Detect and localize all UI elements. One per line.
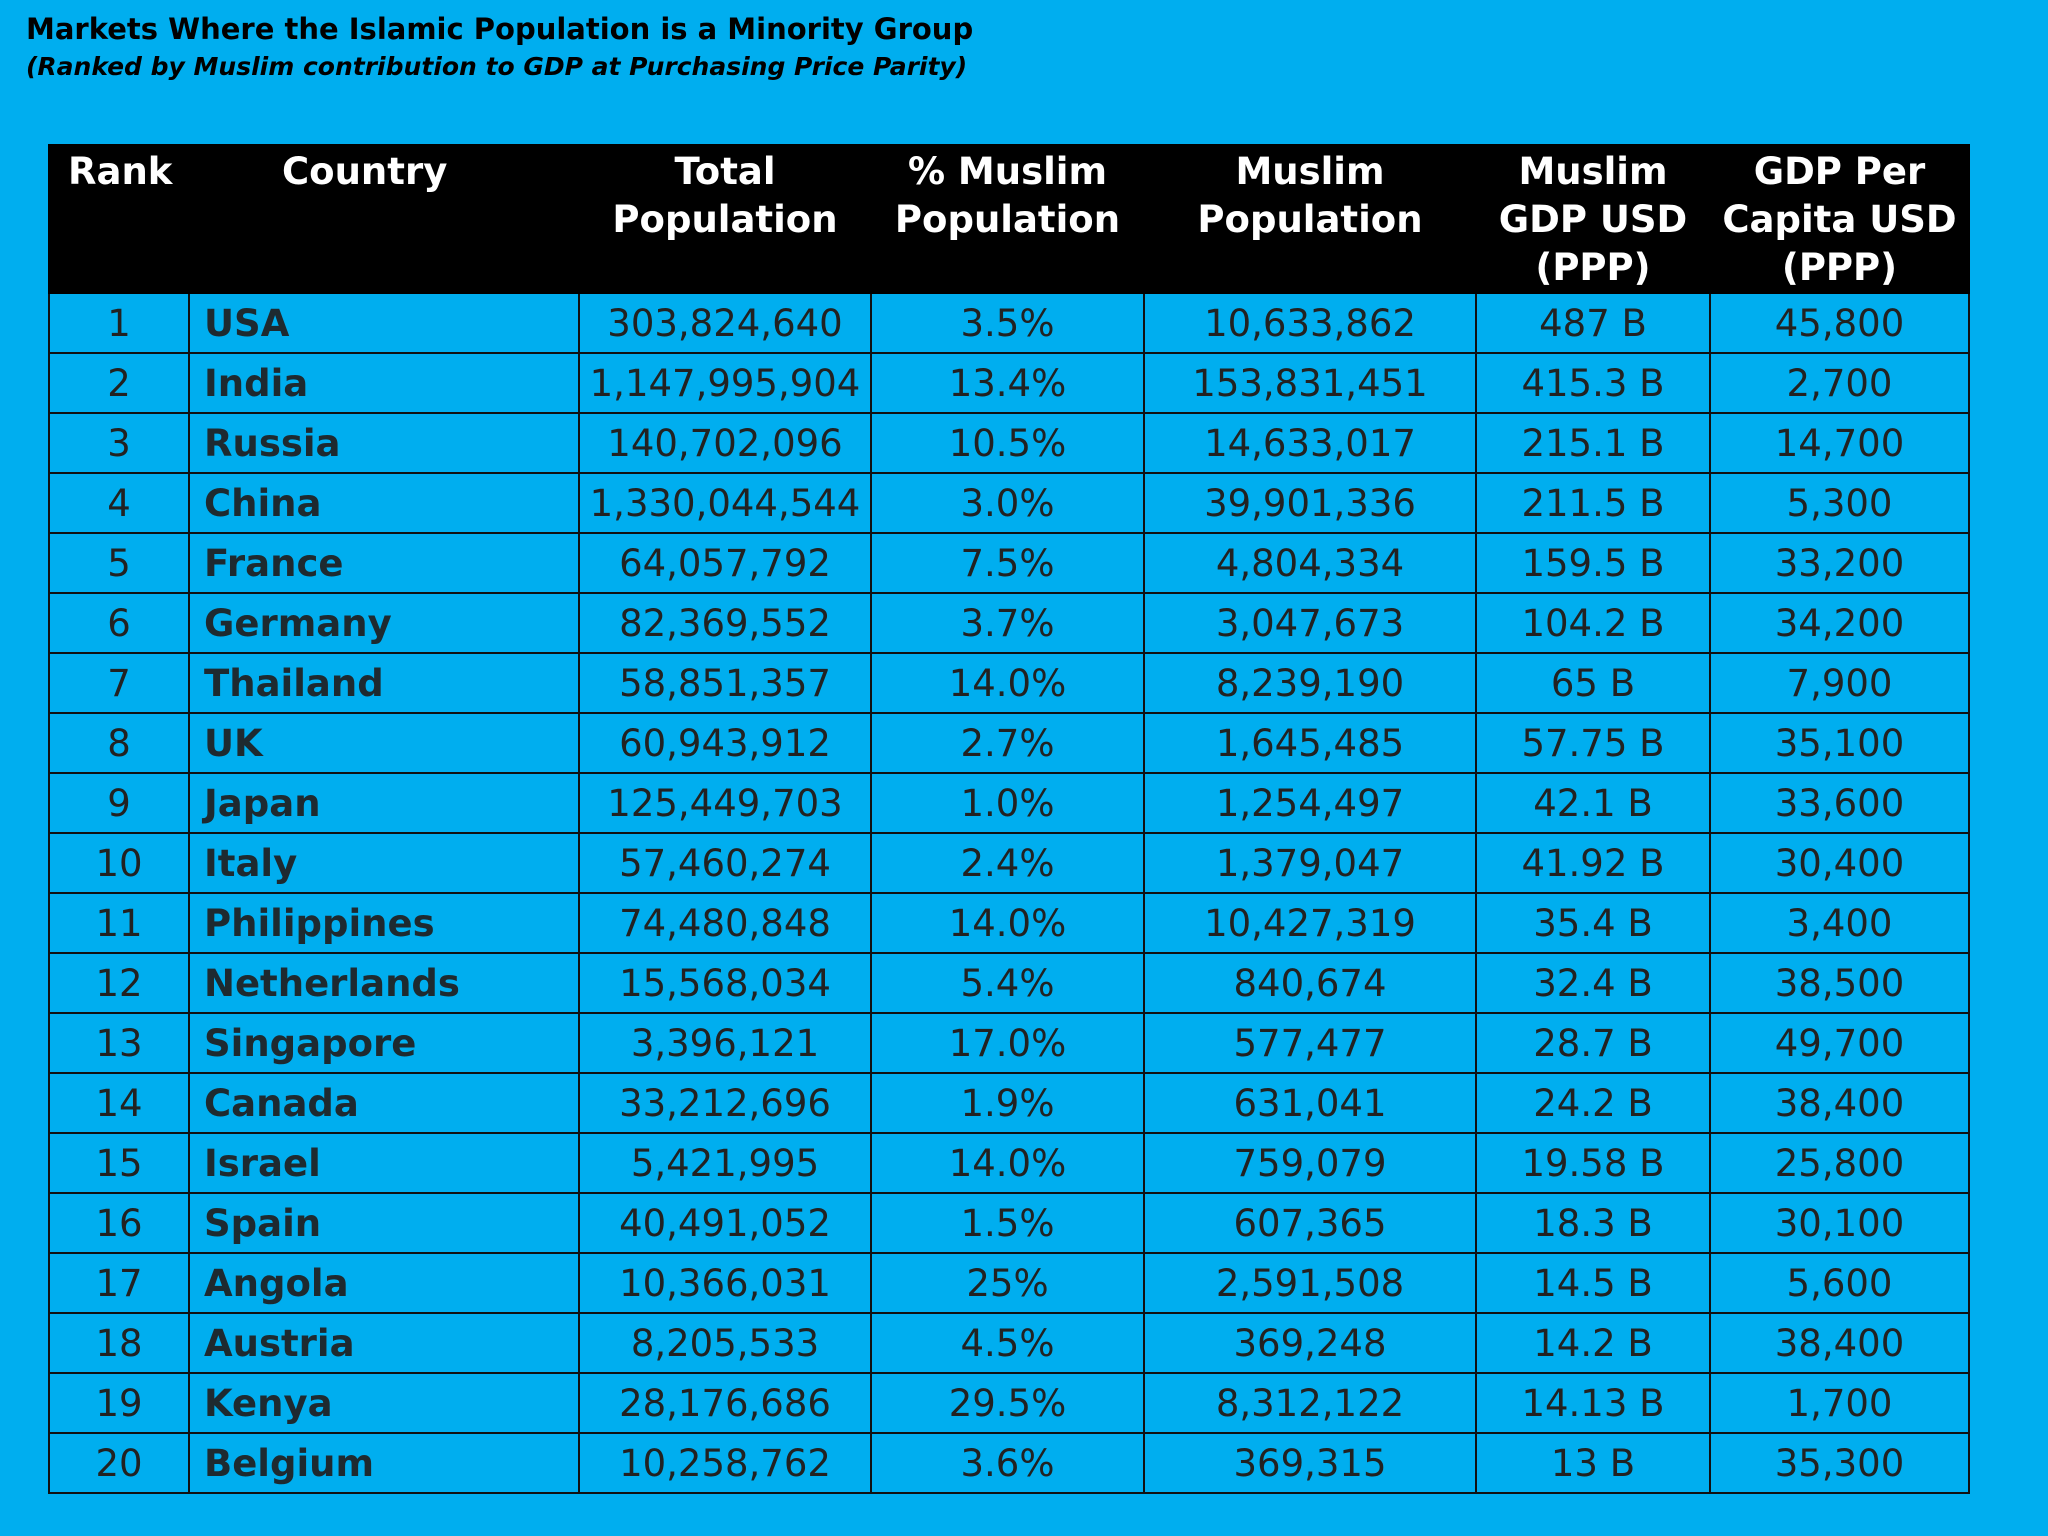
percent-muslim-cell: 3.7% <box>871 593 1144 653</box>
rank-cell: 10 <box>49 833 189 893</box>
table-row <box>49 1253 1969 1313</box>
column-header-percent-muslim: % Muslim Population <box>871 145 1144 293</box>
table-row <box>49 1073 1969 1133</box>
table-row <box>49 353 1969 413</box>
table-row <box>49 473 1969 533</box>
percent-muslim-cell: 3.6% <box>871 1433 1144 1493</box>
table-row <box>49 1373 1969 1433</box>
rank-cell: 14 <box>49 1073 189 1133</box>
muslim-gdp-cell: 57.75 B <box>1476 713 1710 773</box>
table-row <box>49 653 1969 713</box>
total-population-cell: 58,851,357 <box>579 653 871 713</box>
table-row <box>49 1013 1969 1073</box>
gdp-per-capita-cell: 35,100 <box>1710 713 1969 773</box>
percent-muslim-cell: 14.0% <box>871 653 1144 713</box>
muslim-population-cell: 8,239,190 <box>1144 653 1476 713</box>
rank-cell: 18 <box>49 1313 189 1373</box>
muslim-population-cell: 631,041 <box>1144 1073 1476 1133</box>
percent-muslim-cell: 14.0% <box>871 1133 1144 1193</box>
percent-muslim-cell: 1.5% <box>871 1193 1144 1253</box>
muslim-population-cell: 1,254,497 <box>1144 773 1476 833</box>
muslim-population-cell: 10,633,862 <box>1144 293 1476 353</box>
muslim-gdp-cell: 415.3 B <box>1476 353 1710 413</box>
muslim-population-cell: 2,591,508 <box>1144 1253 1476 1313</box>
gdp-per-capita-cell: 30,400 <box>1710 833 1969 893</box>
total-population-cell: 74,480,848 <box>579 893 871 953</box>
rank-cell: 15 <box>49 1133 189 1193</box>
muslim-gdp-cell: 14.2 B <box>1476 1313 1710 1373</box>
percent-muslim-cell: 29.5% <box>871 1373 1144 1433</box>
country-cell: Russia <box>189 413 579 473</box>
muslim-gdp-cell: 104.2 B <box>1476 593 1710 653</box>
table-row <box>49 833 1969 893</box>
country-cell: Japan <box>189 773 579 833</box>
table-row <box>49 1193 1969 1253</box>
percent-muslim-cell: 3.0% <box>871 473 1144 533</box>
muslim-gdp-cell: 487 B <box>1476 293 1710 353</box>
table-row <box>49 413 1969 473</box>
muslim-gdp-cell: 24.2 B <box>1476 1073 1710 1133</box>
muslim-gdp-cell: 159.5 B <box>1476 533 1710 593</box>
gdp-per-capita-cell: 30,100 <box>1710 1193 1969 1253</box>
country-cell: Austria <box>189 1313 579 1373</box>
total-population-cell: 140,702,096 <box>579 413 871 473</box>
muslim-gdp-cell: 215.1 B <box>1476 413 1710 473</box>
gdp-per-capita-cell: 45,800 <box>1710 293 1969 353</box>
muslim-population-cell: 607,365 <box>1144 1193 1476 1253</box>
total-population-cell: 33,212,696 <box>579 1073 871 1133</box>
muslim-population-cell: 577,477 <box>1144 1013 1476 1073</box>
rank-cell: 3 <box>49 413 189 473</box>
rank-cell: 4 <box>49 473 189 533</box>
percent-muslim-cell: 7.5% <box>871 533 1144 593</box>
total-population-cell: 40,491,052 <box>579 1193 871 1253</box>
table-row <box>49 773 1969 833</box>
rank-cell: 7 <box>49 653 189 713</box>
muslim-population-cell: 39,901,336 <box>1144 473 1476 533</box>
column-header-muslim-population: Muslim Population <box>1144 145 1476 293</box>
table-row <box>49 1133 1969 1193</box>
gdp-per-capita-cell: 2,700 <box>1710 353 1969 413</box>
gdp-per-capita-cell: 33,600 <box>1710 773 1969 833</box>
gdp-per-capita-cell: 25,800 <box>1710 1133 1969 1193</box>
percent-muslim-cell: 17.0% <box>871 1013 1144 1073</box>
page-subtitle: (Ranked by Muslim contribution to GDP at Purchasing Price Parity) <box>26 52 968 81</box>
percent-muslim-cell: 10.5% <box>871 413 1144 473</box>
gdp-per-capita-cell: 33,200 <box>1710 533 1969 593</box>
muslim-gdp-cell: 13 B <box>1476 1433 1710 1493</box>
table-row <box>49 893 1969 953</box>
rank-cell: 1 <box>49 293 189 353</box>
total-population-cell: 8,205,533 <box>579 1313 871 1373</box>
rank-cell: 6 <box>49 593 189 653</box>
gdp-per-capita-cell: 1,700 <box>1710 1373 1969 1433</box>
percent-muslim-cell: 25% <box>871 1253 1144 1313</box>
muslim-gdp-cell: 28.7 B <box>1476 1013 1710 1073</box>
percent-muslim-cell: 13.4% <box>871 353 1144 413</box>
country-cell: Angola <box>189 1253 579 1313</box>
total-population-cell: 10,366,031 <box>579 1253 871 1313</box>
total-population-cell: 15,568,034 <box>579 953 871 1013</box>
gdp-per-capita-cell: 7,900 <box>1710 653 1969 713</box>
table-row <box>49 593 1969 653</box>
column-header-gdp-per-capita: GDP Per Capita USD (PPP) <box>1710 145 1969 293</box>
table-row <box>49 293 1969 353</box>
country-cell: Belgium <box>189 1433 579 1493</box>
total-population-cell: 1,147,995,904 <box>579 353 871 413</box>
percent-muslim-cell: 14.0% <box>871 893 1144 953</box>
country-cell: Philippines <box>189 893 579 953</box>
header-row <box>49 145 1969 293</box>
muslim-population-cell: 4,804,334 <box>1144 533 1476 593</box>
country-cell: Spain <box>189 1193 579 1253</box>
total-population-cell: 10,258,762 <box>579 1433 871 1493</box>
country-cell: Germany <box>189 593 579 653</box>
muslim-gdp-cell: 14.13 B <box>1476 1373 1710 1433</box>
muslim-gdp-cell: 18.3 B <box>1476 1193 1710 1253</box>
percent-muslim-cell: 2.4% <box>871 833 1144 893</box>
muslim-gdp-cell: 42.1 B <box>1476 773 1710 833</box>
country-cell: India <box>189 353 579 413</box>
column-header-country: Country <box>189 145 579 293</box>
country-cell: USA <box>189 293 579 353</box>
rank-cell: 16 <box>49 1193 189 1253</box>
muslim-population-cell: 1,379,047 <box>1144 833 1476 893</box>
total-population-cell: 1,330,044,544 <box>579 473 871 533</box>
gdp-per-capita-cell: 34,200 <box>1710 593 1969 653</box>
percent-muslim-cell: 3.5% <box>871 293 1144 353</box>
gdp-per-capita-cell: 38,400 <box>1710 1073 1969 1133</box>
country-cell: France <box>189 533 579 593</box>
country-cell: Thailand <box>189 653 579 713</box>
country-cell: Israel <box>189 1133 579 1193</box>
total-population-cell: 125,449,703 <box>579 773 871 833</box>
gdp-per-capita-cell: 38,400 <box>1710 1313 1969 1373</box>
percent-muslim-cell: 4.5% <box>871 1313 1144 1373</box>
table-row <box>49 1313 1969 1373</box>
rank-cell: 17 <box>49 1253 189 1313</box>
rank-cell: 13 <box>49 1013 189 1073</box>
muslim-population-cell: 10,427,319 <box>1144 893 1476 953</box>
column-header-total-population: Total Population <box>579 145 871 293</box>
muslim-gdp-cell: 32.4 B <box>1476 953 1710 1013</box>
gdp-per-capita-cell: 35,300 <box>1710 1433 1969 1493</box>
muslim-population-cell: 1,645,485 <box>1144 713 1476 773</box>
table-header <box>49 145 1969 293</box>
muslim-population-cell: 8,312,122 <box>1144 1373 1476 1433</box>
muslim-population-cell: 153,831,451 <box>1144 353 1476 413</box>
rank-cell: 12 <box>49 953 189 1013</box>
total-population-cell: 5,421,995 <box>579 1133 871 1193</box>
muslim-population-cell: 14,633,017 <box>1144 413 1476 473</box>
muslim-gdp-cell: 35.4 B <box>1476 893 1710 953</box>
page-title: Markets Where the Islamic Population is a Minority Group <box>26 12 974 46</box>
muslim-population-cell: 369,248 <box>1144 1313 1476 1373</box>
country-cell: Kenya <box>189 1373 579 1433</box>
rank-cell: 9 <box>49 773 189 833</box>
table-row <box>49 1433 1969 1493</box>
percent-muslim-cell: 2.7% <box>871 713 1144 773</box>
rank-cell: 11 <box>49 893 189 953</box>
column-header-muslim-gdp: Muslim GDP USD (PPP) <box>1476 145 1710 293</box>
total-population-cell: 64,057,792 <box>579 533 871 593</box>
total-population-cell: 28,176,686 <box>579 1373 871 1433</box>
table-row <box>49 953 1969 1013</box>
muslim-population-cell: 840,674 <box>1144 953 1476 1013</box>
rank-cell: 2 <box>49 353 189 413</box>
country-cell: Netherlands <box>189 953 579 1013</box>
total-population-cell: 303,824,640 <box>579 293 871 353</box>
country-cell: Singapore <box>189 1013 579 1073</box>
table-body <box>49 293 1969 1493</box>
gdp-per-capita-cell: 3,400 <box>1710 893 1969 953</box>
country-cell: UK <box>189 713 579 773</box>
column-header-rank: Rank <box>49 145 189 293</box>
total-population-cell: 3,396,121 <box>579 1013 871 1073</box>
percent-muslim-cell: 1.9% <box>871 1073 1144 1133</box>
table-row <box>49 533 1969 593</box>
gdp-per-capita-cell: 38,500 <box>1710 953 1969 1013</box>
muslim-gdp-cell: 14.5 B <box>1476 1253 1710 1313</box>
rank-cell: 20 <box>49 1433 189 1493</box>
rank-cell: 8 <box>49 713 189 773</box>
muslim-population-cell: 369,315 <box>1144 1433 1476 1493</box>
country-cell: Canada <box>189 1073 579 1133</box>
total-population-cell: 57,460,274 <box>579 833 871 893</box>
markets-table <box>48 144 1970 1494</box>
muslim-gdp-cell: 19.58 B <box>1476 1133 1710 1193</box>
country-cell: China <box>189 473 579 533</box>
gdp-per-capita-cell: 49,700 <box>1710 1013 1969 1073</box>
gdp-per-capita-cell: 5,600 <box>1710 1253 1969 1313</box>
total-population-cell: 60,943,912 <box>579 713 871 773</box>
country-cell: Italy <box>189 833 579 893</box>
table-row <box>49 713 1969 773</box>
gdp-per-capita-cell: 5,300 <box>1710 473 1969 533</box>
muslim-gdp-cell: 41.92 B <box>1476 833 1710 893</box>
muslim-population-cell: 759,079 <box>1144 1133 1476 1193</box>
rank-cell: 5 <box>49 533 189 593</box>
muslim-gdp-cell: 211.5 B <box>1476 473 1710 533</box>
gdp-per-capita-cell: 14,700 <box>1710 413 1969 473</box>
rank-cell: 19 <box>49 1373 189 1433</box>
percent-muslim-cell: 1.0% <box>871 773 1144 833</box>
percent-muslim-cell: 5.4% <box>871 953 1144 1013</box>
muslim-population-cell: 3,047,673 <box>1144 593 1476 653</box>
muslim-gdp-cell: 65 B <box>1476 653 1710 713</box>
total-population-cell: 82,369,552 <box>579 593 871 653</box>
